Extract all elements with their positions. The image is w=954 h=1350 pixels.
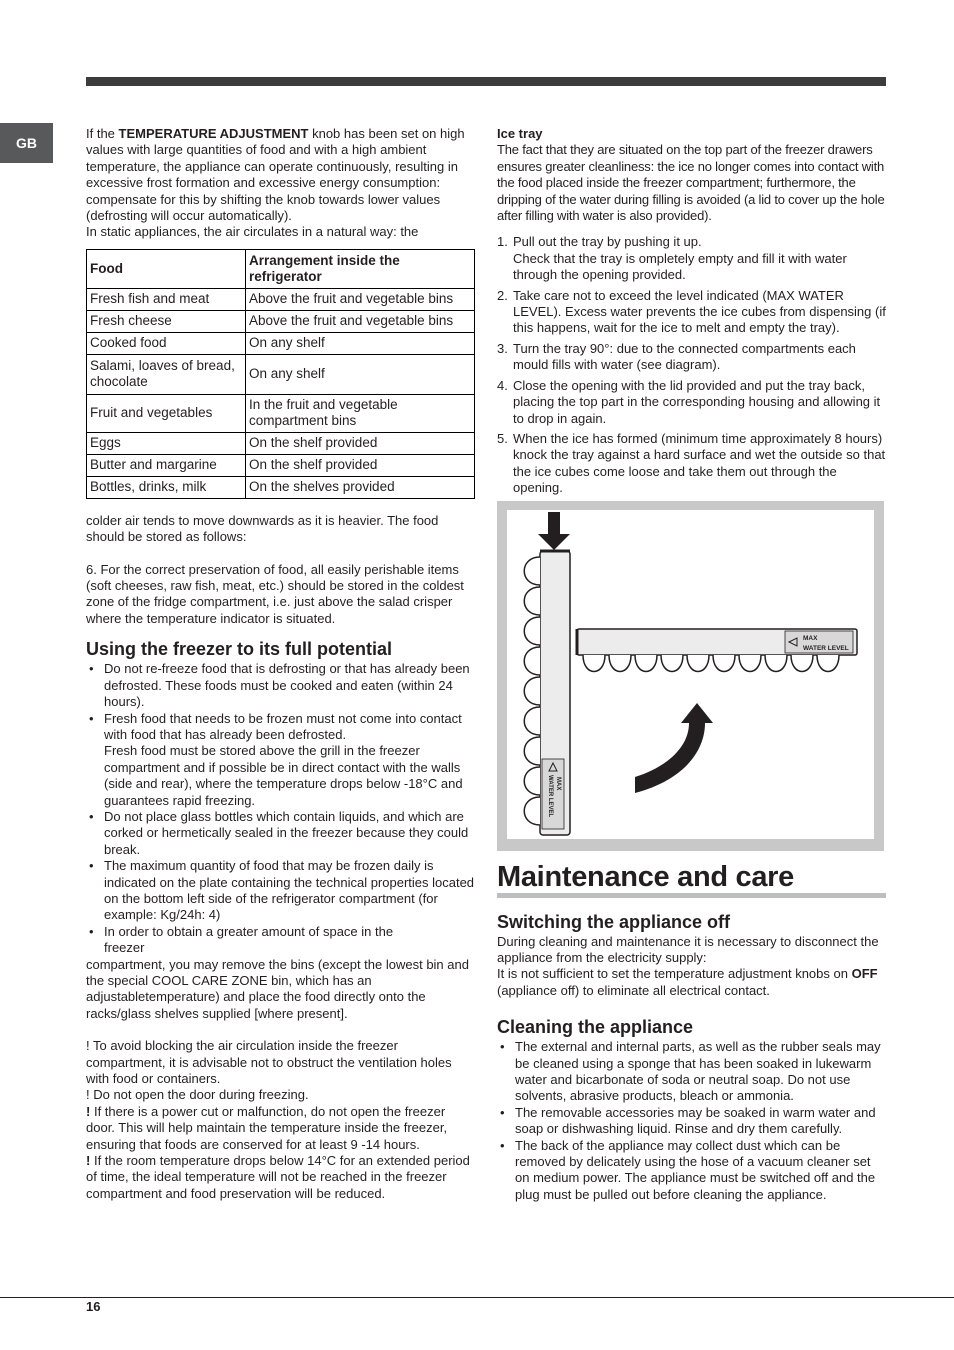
page-number: 16 bbox=[86, 1299, 101, 1314]
title-underline bbox=[497, 893, 886, 898]
top-rule bbox=[86, 77, 886, 86]
compartment-paragraph: compartment, you may remove the bins (except the lowest bin and the special COOL CARE ZONE bin, which has an adjustabletemperature) and place the food directly onto the racks/glass shelves supplied [where present]. bbox=[86, 956, 469, 1021]
step-1-sub: Check that the tray is ompletely empty and fill it with water through the opening provided. bbox=[513, 250, 847, 283]
list-item: • Do not place glass bottles which contain liquids, and which are corked or hermetically sealed in the freezer because they could break. bbox=[86, 809, 476, 858]
table-header-row bbox=[87, 249, 475, 288]
table-row bbox=[87, 354, 475, 394]
food-arrangement-table bbox=[86, 249, 475, 499]
freezer-bullet-list bbox=[86, 661, 476, 956]
table-header-cell: Arrangement inside the refrigerator bbox=[246, 249, 475, 288]
list-item: 4. Close the opening with the lid provided and put the tray back, placing the top part in the corresponding housing and allowing it to drop in again. bbox=[497, 377, 881, 426]
table-cell: Fruit and vegetables bbox=[87, 394, 246, 432]
list-item: 2. Take care not to exceed the level indicated (MAX WATER LEVEL). Excess water prevents the ice cubes from dispensing (if this happens, wait for the ice to melt and empty the tray). bbox=[497, 287, 886, 336]
list-item: 5. When the ice has formed (minimum time approximately 8 hours) knock the tray against a hard surface and wet the outside so that the ice cubes come loose and take them out through the opening. bbox=[497, 430, 886, 496]
colder-air-paragraph: colder air tends to move downwards as it is heavier. The food should be stored as follows: bbox=[86, 512, 439, 545]
horizontal-max-label: MAX bbox=[803, 634, 818, 642]
table-cell: On any shelf bbox=[246, 332, 475, 354]
ice-tray-heading: Ice tray bbox=[497, 126, 543, 141]
warning-air-circulation: ! To avoid blocking the air circulation inside the freezer compartment, it is advisable not to obstruct the ventilation holes with food or containers. bbox=[86, 1038, 452, 1087]
ice-tray-steps bbox=[497, 234, 887, 496]
left-column bbox=[86, 126, 476, 1202]
table-cell: Cooked food bbox=[87, 332, 246, 354]
warning-door: ! Do not open the door during freezing. bbox=[86, 1087, 309, 1103]
static-appliances-line: In static appliances, the air circulates in a natural way: the bbox=[86, 224, 419, 240]
table-cell: On the shelves provided bbox=[246, 476, 475, 498]
table-row bbox=[87, 332, 475, 354]
table-row bbox=[87, 432, 475, 454]
right-column bbox=[497, 126, 887, 1203]
table-cell: On the shelf provided bbox=[246, 454, 475, 476]
switching-off-heading: Switching the appliance off bbox=[497, 911, 731, 932]
warning-room-temperature: ! If the room temperature drops below 14°C for an extended period of time, the ideal temperature will not be reached in the freezer compartment and food preservation will be reduced. bbox=[86, 1153, 470, 1201]
table-cell: On the shelf provided bbox=[246, 432, 475, 454]
vertical-water-level-label: WATER LEVEL bbox=[547, 774, 553, 817]
cleaning-bullet-list bbox=[497, 1039, 887, 1203]
list-item: • In order to obtain a greater amount of space in the freezer bbox=[86, 924, 476, 957]
table-row bbox=[87, 476, 475, 498]
temperature-adjustment-paragraph: If the TEMPERATURE ADJUSTMENT knob has been set on high values with large quantities of food and with a high ambient temperature, the appliance can operate continuously, resulting in excessive frost formation and excessive energy consumption: compensate for this by shifting the knob towards lower values (defrosting will occur automatically). bbox=[86, 126, 465, 224]
table-cell: Salami, loaves of bread, chocolate bbox=[87, 354, 246, 394]
list-item: • The back of the appliance may collect dust which can be removed by delicately using the hose of a vacuum cleaner set on medium power. The appliance must be switched off and the plug must be pulled out before cleaning the appliance. bbox=[497, 1138, 887, 1204]
table-cell: Bottles, drinks, milk bbox=[87, 476, 246, 498]
vertical-max-label: MAX bbox=[555, 776, 561, 790]
point-6-paragraph: 6. For the correct preservation of food, all easily perishable items (soft cheeses, raw fish, meat, etc.) should be stored in the coldest zone of the fridge compartment, i.e. just above the salad crisper where the temperature indicator is situated. bbox=[86, 561, 464, 626]
table-cell: Above the fruit and vegetable bins bbox=[246, 288, 475, 310]
list-item: • The maximum quantity of food that may be frozen daily is indicated on the plate containing the technical properties located on the bottom left side of the refrigerator compartment (for example: Kg/24h: 4) bbox=[86, 858, 476, 924]
ice-tray-illustration bbox=[497, 501, 884, 851]
ice-tray-intro: The fact that they are situated on the top part of the freezer drawers ensures greater cleanliness: the ice no longer comes into contact with the food placed inside the freezer compartment; furthermore, the dripping of the water during filling is avoided (a lid to cover up the hole after filling with water is also provided). bbox=[497, 142, 885, 224]
footer-rule bbox=[0, 1297, 954, 1298]
table-cell: Butter and margarine bbox=[87, 454, 246, 476]
freezer-heading: Using the freezer to its full potential bbox=[86, 639, 393, 660]
table-row bbox=[87, 288, 475, 310]
table-cell: On any shelf bbox=[246, 354, 475, 394]
table-cell: Fresh cheese bbox=[87, 310, 246, 332]
horizontal-water-level-label: WATER LEVEL bbox=[803, 644, 849, 652]
list-item: • The external and internal parts, as well as the rubber seals may be cleaned using a sponge that has been soaked in lukewarm water and bicarbonate of soda or neutral soap. Do not use solvents, abrasive products, bleach or ammonia. bbox=[497, 1039, 887, 1105]
fresh-food-continuation: Fresh food must be stored above the grill in the freezer compartment and if possible be in direct contact with the walls (side and rear), where the temperature drops below -18°C and guarantees rapid freezing. bbox=[104, 743, 463, 808]
list-item: 1. Pull out the tray by pushing it up. Check that the tray is ompletely empty and fill it with water through the opening provided. bbox=[497, 234, 847, 283]
switching-off-note: It is not sufficient to set the temperature adjustment knobs on OFF (appliance off) to eliminate all electrical contact. bbox=[497, 966, 878, 998]
table-row bbox=[87, 310, 475, 332]
ice-tray-diagram bbox=[497, 501, 884, 851]
table-row bbox=[87, 394, 475, 432]
list-item: • The removable accessories may be soaked in warm water and soap or dishwashing liquid. Rinse and dry them carefully. bbox=[497, 1105, 887, 1138]
table-header-cell: Food bbox=[87, 249, 246, 288]
language-tab: GB bbox=[0, 123, 53, 163]
table-cell: Above the fruit and vegetable bins bbox=[246, 310, 475, 332]
table-cell: Eggs bbox=[87, 432, 246, 454]
cleaning-heading: Cleaning the appliance bbox=[497, 1017, 694, 1038]
maintenance-title: Maintenance and care bbox=[497, 860, 794, 893]
table-row bbox=[87, 454, 475, 476]
table-cell: In the fruit and vegetable compartment bins bbox=[246, 394, 475, 432]
list-item: 3. Turn the tray 90°: due to the connected compartments each mould fills with water (see diagram). bbox=[497, 340, 856, 373]
table-cell: Fresh fish and meat bbox=[87, 288, 246, 310]
list-item: • Fresh food that needs to be frozen must not come into contact with food that has already been defrosted. Fresh food must be stored above the grill in the freezer compartment and if possible be in direct contact with the walls (side and rear), where the temperature drops below -18°C and guarantees rapid freezing. bbox=[86, 711, 476, 809]
switching-off-paragraph: During cleaning and maintenance it is necessary to disconnect the appliance from the electricity supply: bbox=[497, 933, 879, 965]
list-item: • Do not re-freeze food that is defrosting or that has already been defrosted. These foods must be cooked and eaten (within 24 hours). bbox=[86, 661, 476, 710]
warning-power-cut: ! If there is a power cut or malfunction, do not open the freezer door. This will help maintain the temperature inside the freezer, ensuring that foods are conserved for at least 9 -14 hours. bbox=[86, 1103, 448, 1152]
